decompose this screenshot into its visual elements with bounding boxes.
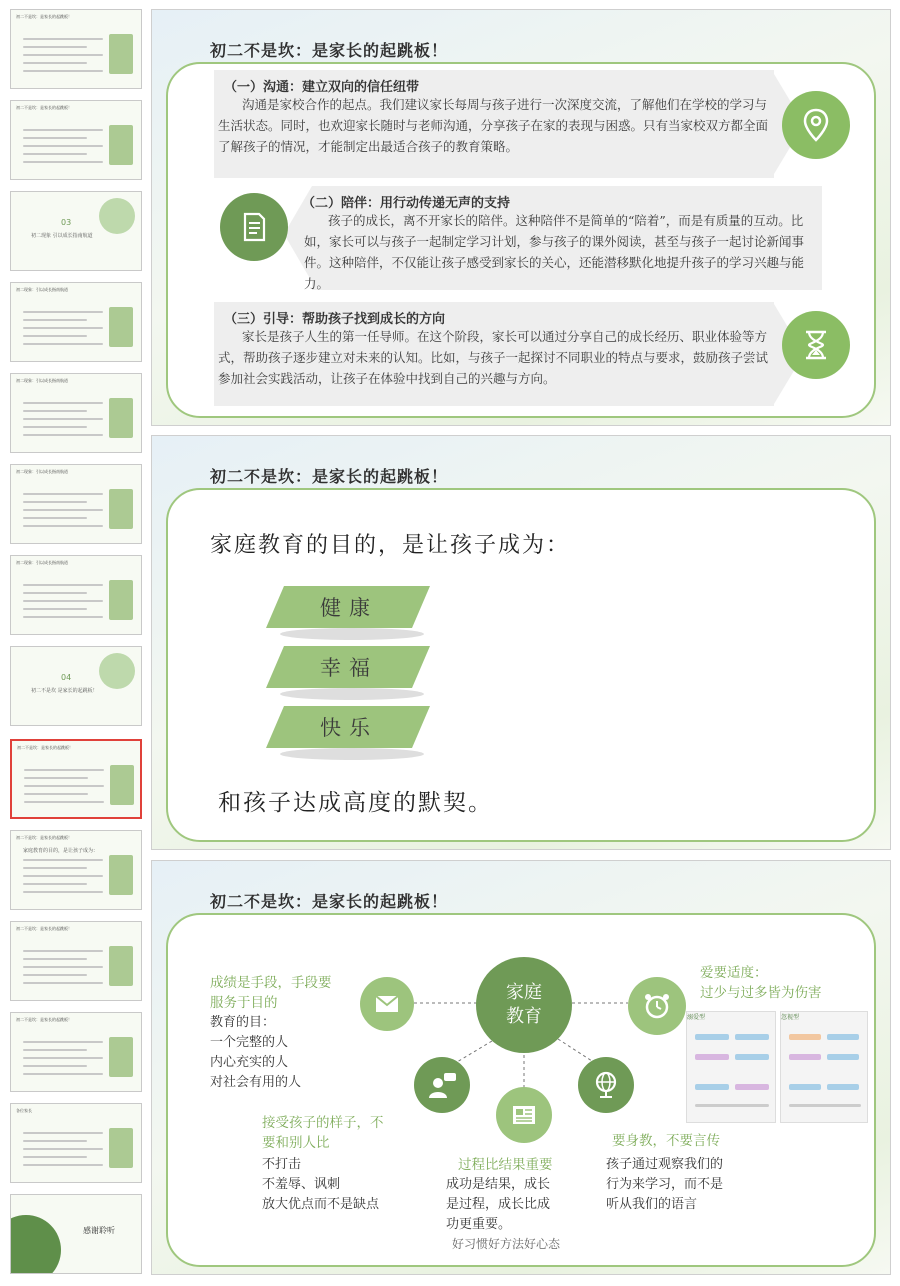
thumbnail-title: 各位家长 (16, 1108, 32, 1113)
thumbnail-decoration (109, 855, 133, 895)
banner-label: 快乐 (320, 716, 378, 740)
thumbnail-text-line (23, 891, 103, 893)
thumbnail-text-line (23, 426, 87, 428)
thumbnail-number: 04 (61, 673, 72, 682)
thumbnail-decoration (109, 489, 133, 529)
card-label: 溺爱型 (687, 1014, 706, 1021)
card-label: 忽视型 (781, 1014, 800, 1021)
document-icon (220, 193, 288, 261)
body-line: 是过程，成长比成 (446, 1197, 551, 1212)
thumbnail-text-line (23, 517, 87, 519)
slide-thumbnail[interactable] (10, 921, 142, 1001)
thumbnail-text-line (23, 867, 87, 869)
thumbnail-title: 初二不是坎：是家长的起跳板！ (16, 14, 72, 19)
thumbnail-text-line (23, 402, 103, 404)
thumbnail-text-line (23, 145, 103, 147)
slide-thumbnail[interactable] (10, 1103, 142, 1183)
slide-title: 初二不是坎：是家长的起跳板！ (210, 892, 449, 911)
thumbnail-text-line (23, 966, 103, 968)
slide-parent-roles (151, 9, 891, 426)
heading-line: 要和别人比 (262, 1135, 330, 1151)
thumbnail-text-line (24, 769, 104, 771)
thumbnail-text-line (23, 501, 87, 503)
thumbnail-decoration (109, 125, 133, 165)
body-line: 行为来学习，而不是 (606, 1177, 724, 1192)
thumbnail-decoration (109, 946, 133, 986)
accept-heading (262, 1113, 432, 1153)
thumbnail-text-line (23, 1164, 103, 1166)
slide-thumbnail[interactable] (10, 9, 142, 89)
thumbnail-text-line (24, 801, 104, 803)
process-body (446, 1175, 586, 1235)
thumbnail-caption: 初二不是坎 是家长的起跳板！ (31, 688, 98, 694)
newspaper-icon (496, 1087, 552, 1143)
goal-heading (210, 973, 360, 1013)
card-row (789, 1104, 861, 1107)
slide-thumbnail[interactable] (10, 282, 142, 362)
slide-thumbnail[interactable] (10, 555, 142, 635)
thumbnail-decoration (109, 1037, 133, 1077)
thumbnail-text-line (23, 600, 103, 602)
thumbnail-decoration (109, 1128, 133, 1168)
thumbnail-text-line (23, 137, 87, 139)
thumbnail-text-line (23, 1049, 87, 1051)
thumbnail-decoration (99, 198, 135, 234)
body-line: 一个完整的人 (210, 1035, 289, 1050)
section-heading: （三）引导：帮助孩子找到成长的方向 (224, 312, 446, 327)
card-row (735, 1084, 769, 1090)
slide-title: 初二不是坎：是家长的起跳板！ (210, 41, 449, 60)
heading-line: 过少与过多皆为伤害 (700, 985, 822, 1001)
thumbnail-text-line (23, 584, 103, 586)
hub-line: 家庭 (506, 982, 542, 1003)
thumbnail-text-line (23, 434, 103, 436)
thumbnail-text-line (23, 343, 103, 345)
thumbnail-caption: 感谢聆听 (83, 1226, 115, 1235)
love-heading (700, 963, 870, 1003)
card-row (789, 1034, 821, 1040)
thumbnail-text-line (23, 1073, 103, 1075)
thumbnail-decoration (99, 653, 135, 689)
thumbnail-decoration (110, 765, 134, 805)
thumbnail-number: 03 (61, 218, 72, 227)
alarm-clock-icon (628, 977, 686, 1035)
process-heading (458, 1155, 598, 1175)
thumbnail-text-line (23, 410, 87, 412)
slide-thumbnail[interactable] (10, 739, 142, 819)
thumbnail-text-line (23, 1041, 103, 1043)
thumbnail-text-line (23, 592, 87, 594)
body-line: 不羞辱、讽刺 (262, 1177, 341, 1192)
thumbnail-text-line (24, 793, 88, 795)
thumbnail-text-line (23, 608, 87, 610)
body-line: 成功是结果，成长 (446, 1177, 551, 1192)
thumbnail-text-line (23, 982, 103, 984)
accept-body (262, 1155, 432, 1215)
intro-text: 家庭教育的目的，是让孩子成为： (210, 533, 571, 558)
thumbnail-title: 初二不是坎：是家长的起跳板！ (16, 1017, 72, 1022)
thumbnail-text-line (23, 875, 103, 877)
hub-family-education (476, 957, 572, 1053)
thumbnail-text-line (23, 1065, 87, 1067)
section-body: 家长是孩子人生的第一任导师。在这个阶段，家长可以通过分享自己的成长经历、职业体验等方式，帮助孩子逐步建立对未来的认知。比如，与孩子一起探讨不同职业的特点与要求，鼓励孩子尝试参加社会实践活动，让孩子在体验中找到自己的兴趣与方向。 (218, 329, 769, 386)
slide-thumbnail[interactable] (10, 830, 142, 910)
body-line: 放大优点而不是缺点 (262, 1197, 380, 1212)
slide-thumbnail[interactable] (10, 1012, 142, 1092)
slide-thumbnail[interactable] (10, 464, 142, 544)
thumbnail-title: 初二现象：引以成长指南航道 (16, 378, 68, 383)
thumbnail-text-line (23, 38, 103, 40)
thumbnail-text-line (23, 883, 87, 885)
section-body: 沟通是家校合作的起点。我们建议家长每周与孩子进行一次深度交流，了解他们在学校的学习与生活状态。同时，也欢迎家长随时与老师沟通，分享孩子在家的表现与困惑。只有当家校双方都全面了解孩子的情况，才能制定出最适合孩子的教育策略。 (218, 97, 769, 154)
body-line: 孩子通过观察我们的 (606, 1157, 724, 1172)
heading-line: 爱要适度： (700, 965, 768, 981)
thumbnail-text-line (23, 62, 87, 64)
mail-icon (360, 977, 414, 1031)
thumbnail-text-line (23, 335, 87, 337)
thumbnail-text-line (23, 311, 103, 313)
body-line: 不打击 (262, 1157, 302, 1172)
slide-thumbnail[interactable] (10, 191, 142, 271)
thumbnail-text-line (23, 1057, 103, 1059)
example-body (606, 1155, 776, 1215)
slide-title: 初二不是坎：是家长的起跳板！ (210, 467, 449, 486)
body-line: 听从我们的语言 (606, 1197, 698, 1212)
thumbnail-decoration (10, 1215, 61, 1274)
thumbnail-title: 初二现象：引以成长指南航道 (16, 287, 68, 292)
thumbnail-text-line (23, 859, 103, 861)
goal-body (210, 1013, 360, 1093)
thumbnail-text-line (23, 1148, 103, 1150)
card-row (735, 1054, 769, 1060)
heading-line: 服务于目的 (210, 995, 278, 1011)
card-row (789, 1084, 821, 1090)
thumbnail-decoration (109, 398, 133, 438)
body-line: 功更重要。 (446, 1217, 512, 1232)
thumbnail-text-line (23, 1132, 103, 1134)
slide-thumbnail[interactable] (10, 373, 142, 453)
heading-line: 要身教，不要言传 (612, 1133, 720, 1149)
slide-thumbnail[interactable] (10, 646, 142, 726)
card-row (827, 1054, 859, 1060)
card-row (827, 1084, 859, 1090)
thumbnail-text-line (24, 785, 104, 787)
thumbnail-caption: 家庭教育的目的，是让孩子成为： (23, 848, 99, 854)
thumbnail-text-line (23, 54, 103, 56)
hourglass-icon (782, 311, 850, 379)
body-line: 内心充实的人 (210, 1055, 289, 1070)
banner-label: 幸福 (320, 656, 378, 680)
footer-slogan: 好习惯好方法好心态 (452, 1237, 561, 1251)
person-chat-icon (414, 1057, 470, 1113)
section-heading: （二）陪伴：用行动传递无声的支持 (302, 196, 511, 211)
thumbnail-text-line (23, 950, 103, 952)
slide-thumbnail-panel (0, 0, 148, 1286)
thumbnail-text-line (23, 616, 103, 618)
thumbnail-title: 初二不是坎：是家长的起跳板！ (17, 745, 73, 750)
example-heading (612, 1131, 782, 1151)
thumbnail-text-line (23, 958, 87, 960)
thumbnail-text-line (23, 46, 87, 48)
thumbnail-text-line (23, 509, 103, 511)
thumbnail-title: 初二不是坎：是家长的起跳板！ (16, 835, 72, 840)
globe-icon (578, 1057, 634, 1113)
thumbnail-title: 初二不是坎：是家长的起跳板！ (16, 926, 72, 931)
hub-line: 教育 (506, 1006, 542, 1027)
thumbnail-title: 初二现象：引以成长指南航道 (16, 560, 68, 565)
closing-text: 和孩子达成高度的默契。 (218, 790, 493, 816)
slide-education-principles (151, 860, 891, 1275)
card-row (827, 1034, 859, 1040)
slide-thumbnail[interactable] (10, 1194, 142, 1274)
slide-thumbnail[interactable] (10, 100, 142, 180)
slide-family-education-goal (151, 435, 891, 850)
thumbnail-text-line (23, 1156, 87, 1158)
card-row (735, 1034, 769, 1040)
thumbnail-title: 初二现象：引以成长指南航道 (16, 469, 68, 474)
parenting-style-card (780, 1011, 868, 1123)
thumbnail-text-line (23, 493, 103, 495)
card-row (695, 1054, 729, 1060)
parenting-style-card (686, 1011, 776, 1123)
thumbnail-decoration (109, 307, 133, 347)
heading-line: 接受孩子的样子，不 (262, 1115, 384, 1131)
thumbnail-caption: 初二现象 引以成长指南航道 (31, 233, 93, 239)
card-row (695, 1104, 769, 1107)
thumbnail-text-line (23, 974, 87, 976)
location-pin-icon (782, 91, 850, 159)
banner-label: 健康 (320, 596, 378, 620)
heading-line: 过程比结果重要 (458, 1157, 553, 1173)
thumbnail-text-line (23, 1140, 87, 1142)
body-line: 对社会有用的人 (210, 1075, 302, 1090)
thumbnail-text-line (23, 319, 87, 321)
card-row (695, 1034, 729, 1040)
body-line: 教育的目： (210, 1015, 276, 1030)
section-body: 孩子的成长，离不开家长的陪伴。这种陪伴不是简单的“陪着”，而是有质量的互动。比如，家长可以与孩子一起制定学习计划，参与孩子的课外阅读，甚至与孩子一起讨论新闻事件。这种陪伴，不仅能让孩子感受到家长的关心，还能潜移默化地提升孩子的学习兴趣与能力。 (304, 213, 805, 291)
thumbnail-title: 初二不是坎：是家长的起跳板！ (16, 105, 72, 110)
card-row (695, 1084, 729, 1090)
thumbnail-text-line (23, 70, 103, 72)
thumbnail-text-line (23, 129, 103, 131)
thumbnail-text-line (23, 525, 103, 527)
thumbnail-text-line (23, 418, 103, 420)
thumbnail-text-line (23, 161, 103, 163)
thumbnail-text-line (23, 153, 87, 155)
heading-line: 成绩是手段，手段要 (210, 975, 332, 991)
card-row (789, 1054, 821, 1060)
thumbnail-text-line (23, 327, 103, 329)
thumbnail-decoration (109, 34, 133, 74)
thumbnail-text-line (24, 777, 88, 779)
section-heading: （一）沟通：建立双向的信任纽带 (224, 80, 420, 95)
thumbnail-decoration (109, 580, 133, 620)
